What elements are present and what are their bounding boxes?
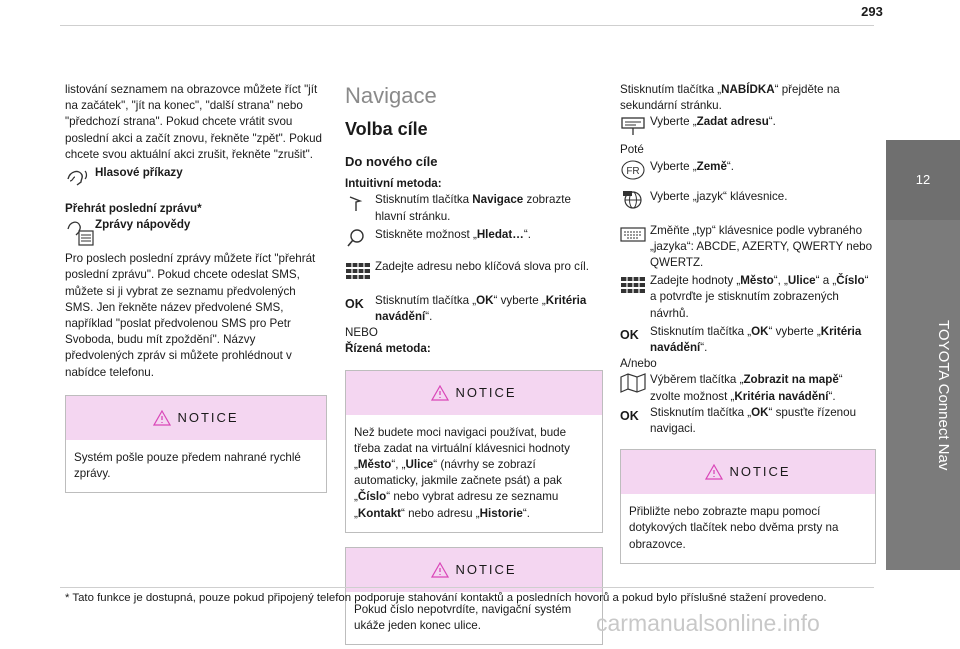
enter-address-text: Vyberte „Zadat adresu“. <box>650 115 776 129</box>
footnote: * Tato funkce je dostupná, pouze pokud připojený telefon podporuje stahování kontaktů a posledních hovorů a pokud bylo příslušné stažení provedeno. <box>65 592 827 604</box>
destination-heading: Volba cíle <box>345 119 428 139</box>
step-ok-text: Stisknutím tlačítka „OK“ vyberte „Kritéria navádění“. <box>375 293 587 324</box>
chapter-side-tab <box>886 140 960 570</box>
column-right <box>620 82 876 564</box>
step-search-text: Stiskněte možnost „Hledat…“. <box>375 227 531 241</box>
language-text: Vyberte „jazyk“ klávesnice. <box>650 189 788 203</box>
voice-commands-row <box>65 165 327 187</box>
navigation-heading: Navigace <box>345 83 437 108</box>
help-messages-label: Zprávy nápovědy <box>95 218 191 232</box>
notice-title: NOTICE <box>455 384 517 400</box>
show-map-text: Výběrem tlačítka „Zobrazit na mapě“ zvolte možnost „Kritéria navádění“. <box>650 373 843 403</box>
or-label: NEBO <box>345 326 378 340</box>
notice-body: Než budete moci navigaci používat, bude třeba zadat na virtuální klávesnici hodnoty „Město“, „Ulice“ (návrhy se zobrazí automaticky, jakmile začnete psát) a pak „Číslo“ nebo vybrat adresu ze seznamu „Kontakt“ nebo adresu „Historie“. <box>354 425 570 520</box>
notice-box-virtual-keyboard <box>345 370 603 533</box>
step-navigation-row <box>345 192 603 224</box>
new-destination-heading: Do nového cíle <box>345 154 438 169</box>
step-ok-row <box>345 293 603 325</box>
notice-body: Pokud číslo nepotvrdíte, navigační systém ukáže jeden konec ulice. <box>354 602 572 633</box>
voice-commands-label: Hlasové příkazy <box>95 166 183 180</box>
country-text: Vyberte „Země“. <box>650 159 734 173</box>
column-left <box>65 82 327 493</box>
step-navigation-text: Stisknutím tlačítka Navigace zobrazte hlavní stránku. <box>375 193 571 223</box>
country-fr-icon <box>620 159 650 181</box>
chapter-number: 12 <box>886 140 960 220</box>
column-middle <box>345 82 603 645</box>
help-messages-row <box>65 217 327 247</box>
notice-header <box>621 450 875 494</box>
voice-intro-text: listování seznamem na obrazovce můžete říct "jít na začátek", "jít na konec", "další strana" nebo "předchozí strana". Pokud chcete vrátit svou poslední akci a začít znovu, řekněte "zpět". Pokud chcete svou aktuální akci zrušit, řekněte "zrušit". <box>65 83 322 161</box>
play-last-heading: Přehrát poslední zprávu* <box>65 202 202 216</box>
search-icon <box>345 227 375 249</box>
start-navigation-text: Stisknutím tlačítka „OK“ spusťte řízenou navigaci. <box>650 405 857 436</box>
warning-icon <box>431 562 449 578</box>
start-navigation-row <box>620 405 876 437</box>
language-row <box>620 189 876 211</box>
notice-header <box>346 371 602 415</box>
ok-icon: OK <box>620 408 639 423</box>
keyboard-type-text: Změňte „typ“ klávesnice podle vybraného „jazyka“: ABCDE, AZERTY, QWERTY nebo QWERTZ. <box>650 223 873 270</box>
keyboard-type-row <box>620 223 876 272</box>
voice-head-icon <box>65 165 95 187</box>
notice-title: NOTICE <box>729 464 791 480</box>
notice-box-zoom <box>620 449 876 564</box>
address-sign-icon <box>620 114 650 136</box>
values-text: Zadejte hodnoty „Město“, „Ulice“ a „Číslo“ a potvrďte je stisknutím zobrazených návrhů. <box>650 274 869 320</box>
keyboard-icon <box>620 273 650 295</box>
warning-icon <box>153 410 171 426</box>
play-last-body: Pro poslech poslední zprávy můžete říct "přehrát poslední zprávu". Pokud chcete odeslat SMS, můžete si ji vybrat ze seznamu předvolených SMS. Jen řekněte název předvolené SMS, například "poslat předvolenou SMS pro Petr Svoboda, budu mít zpoždění". Názvy předvolených zpráv si můžete prohlédnout v nabídce telefonu. <box>65 252 316 379</box>
guided-method-label: Řízená metoda: <box>345 342 431 356</box>
language-globe-icon <box>620 189 650 211</box>
then-label: Poté <box>620 143 644 157</box>
show-map-row <box>620 372 876 404</box>
values-row <box>620 273 876 322</box>
notice-header <box>346 548 602 592</box>
and-or-label: A/nebo <box>620 357 657 371</box>
page-number: 293 <box>861 4 883 19</box>
map-icon <box>620 372 650 394</box>
warning-icon <box>431 385 449 401</box>
ok-icon: OK <box>620 327 639 342</box>
voice-keypad-icon <box>65 217 95 247</box>
menu-text: Stisknutím tlačítka „NABÍDKA“ přejděte na sekundární stránku. <box>620 83 840 113</box>
notice-title: NOTICE <box>455 561 517 577</box>
ok-criteria-row <box>620 324 876 356</box>
footnote-rule <box>60 587 874 588</box>
enter-address-row <box>620 114 876 136</box>
top-rule <box>60 25 874 26</box>
notice-title: NOTICE <box>177 409 239 425</box>
step-address-row <box>345 259 603 281</box>
navigation-arrow-icon <box>345 192 375 214</box>
step-search-row <box>345 227 603 249</box>
chapter-title: TOYOTA Connect Nav <box>935 319 952 471</box>
country-row <box>620 159 876 181</box>
intuitive-method-label: Intuitivní metoda: <box>345 177 442 191</box>
watermark: carmanualsonline.info <box>596 610 820 636</box>
keyboard-icon <box>345 259 375 281</box>
notice-body: Systém pošle pouze předem nahrané rychlé zprávy. <box>74 450 301 481</box>
notice-header <box>66 396 326 440</box>
ok-criteria-text: Stisknutím tlačítka „OK“ vyberte „Kritéria navádění“. <box>650 324 862 355</box>
ok-icon: OK <box>345 296 364 311</box>
svg-text:FR: FR <box>626 165 640 177</box>
notice-body: Přibližte nebo zobrazte mapu pomocí dotykových tlačítek nebo dvěma prsty na obrazovce. <box>629 505 839 551</box>
step-address-text: Zadejte adresu nebo klíčová slova pro cíl. <box>375 259 589 273</box>
keyboard-outline-icon <box>620 223 650 245</box>
warning-icon <box>705 464 723 480</box>
notice-box-sms <box>65 395 327 493</box>
